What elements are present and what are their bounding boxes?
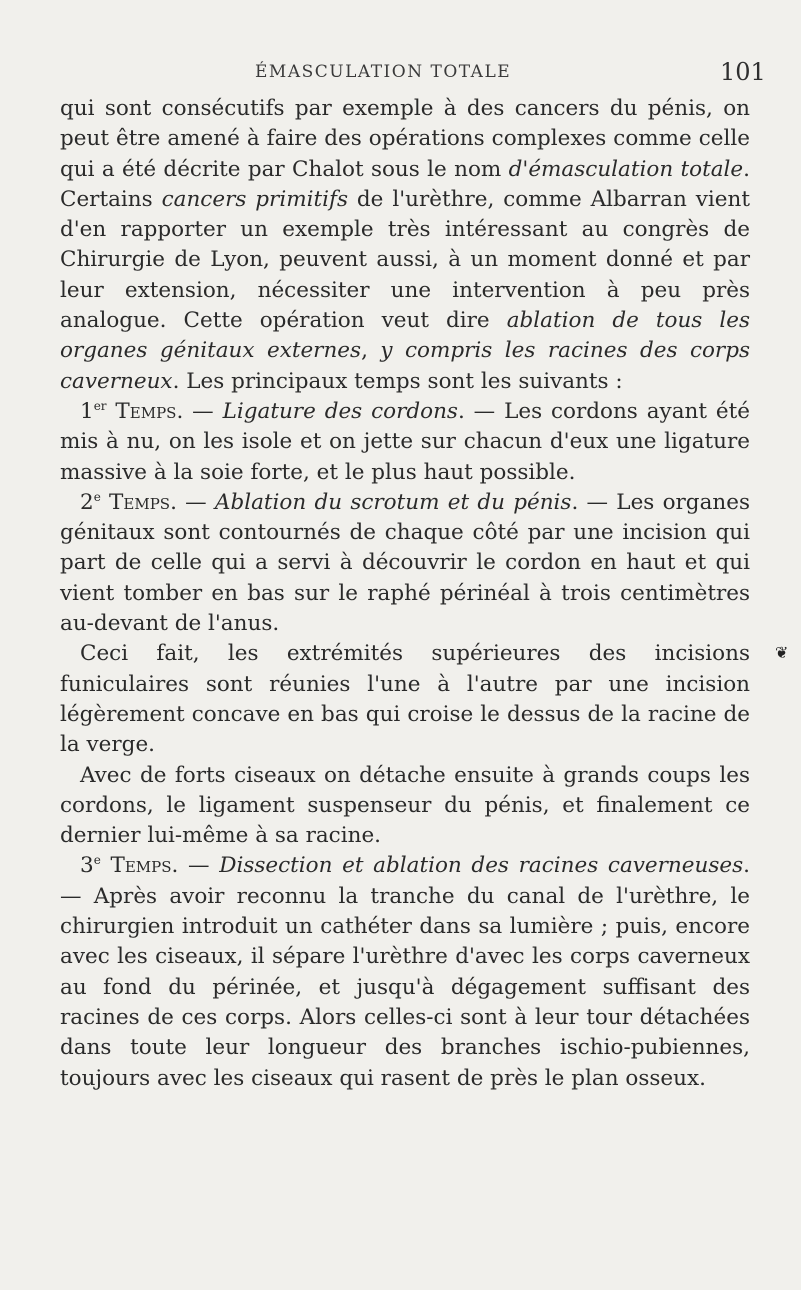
paragraph-step-1 [60,397,750,488]
ordinal-suffix: e [93,853,101,868]
paragraph-step-2 [60,488,750,639]
ordinal-suffix: e [93,489,101,504]
text-run: . — [171,853,220,879]
step-title: Ablation du scrotum et du pénis [214,489,572,515]
step-text: . — Les cordons ayant été mis à nu, on les isole et on jette sur chacun d'eux une ligature massive à la soie forte, et le plus haut possible. [60,398,750,485]
margin-mark: ❦ [775,643,789,662]
paragraph-incision: Ceci fait, les extrémités supérieures des incisions funiculaires sont réunies l'une à l'autre par une incision légèrement concave en bas qui croise le dessus de la racine de la verge. [60,641,750,758]
step-number: 1 [80,398,94,424]
running-title: ÉMASCULATION TOTALE [255,62,512,82]
italic-term: ablation de tous les organes génitaux externes [60,308,750,364]
step-text: . — Après avoir reconnu la tranche du canal de l'urèthre, le chirurgien introduit un cathéter dans sa lumière ; puis, encore avec les ciseaux, il sépare l'urèthre d'avec les corps caverneux au fond du périnée, et jusqu'à dégagement suffisant des racines de ces corps. Alors celles-ci sont à leur tour détachées dans toute leur longueur des branches ischio-pubiennes, toujours avec les ciseaux qui rasent de près le plan osseux. [60,853,750,1091]
step-label: Temps [109,489,171,515]
step-label: Temps [110,853,172,879]
paragraph-step-3 [60,851,750,1093]
body-text [60,94,750,1094]
step-title: Ligature des cordons [222,398,458,424]
text-run: , [361,338,381,364]
italic-term: cancers primitifs [161,186,348,212]
text-run: . — [176,398,223,424]
step-label: Temps [115,398,177,424]
ordinal-suffix: er [93,398,107,413]
text-run: . Les principaux temps sont les suivants : [172,368,623,394]
step-number: 2 [80,489,94,515]
text-run: qui sont consécutifs par exemple à des cancers du pénis, on peut être amené à faire des opérations complexes comme celle qui a été décrite par Chalot sous le nom [60,96,750,182]
text-run: . — [170,489,215,515]
running-head [0,58,801,88]
page-number: 101 [720,58,766,86]
step-number: 3 [80,853,94,879]
paragraph-scissors: Avec de forts ciseaux on détache ensuite à grands coups les cordons, le ligament suspenseur du pénis, et finalement ce dernier lui-même à sa racine. [60,762,750,849]
step-title: Dissection et ablation des racines caverneuses [219,853,744,879]
italic-term: y compris les racines des corps caverneux [60,338,751,394]
paragraph-intro [60,94,750,397]
italic-term: d'émasculation totale [508,156,744,182]
text-run: . Certains [60,156,750,212]
step-text: . — Les organes génitaux sont contournés de chaque côté par une incision qui part de celle qui a servi à découvrir le cordon en haut et qui vient tomber en bas sur le raphé périnéal à trois centimètres au-devant de l'anus. [60,489,750,637]
text-run: de l'urèthre, comme Albarran vient d'en rapporter un exemple très intéressant au congrès de Chirurgie de Lyon, peuvent aussi, à un moment donné et par leur extension, nécessiter une intervention à peu près analogue. Cette opération veut dire [60,186,750,334]
